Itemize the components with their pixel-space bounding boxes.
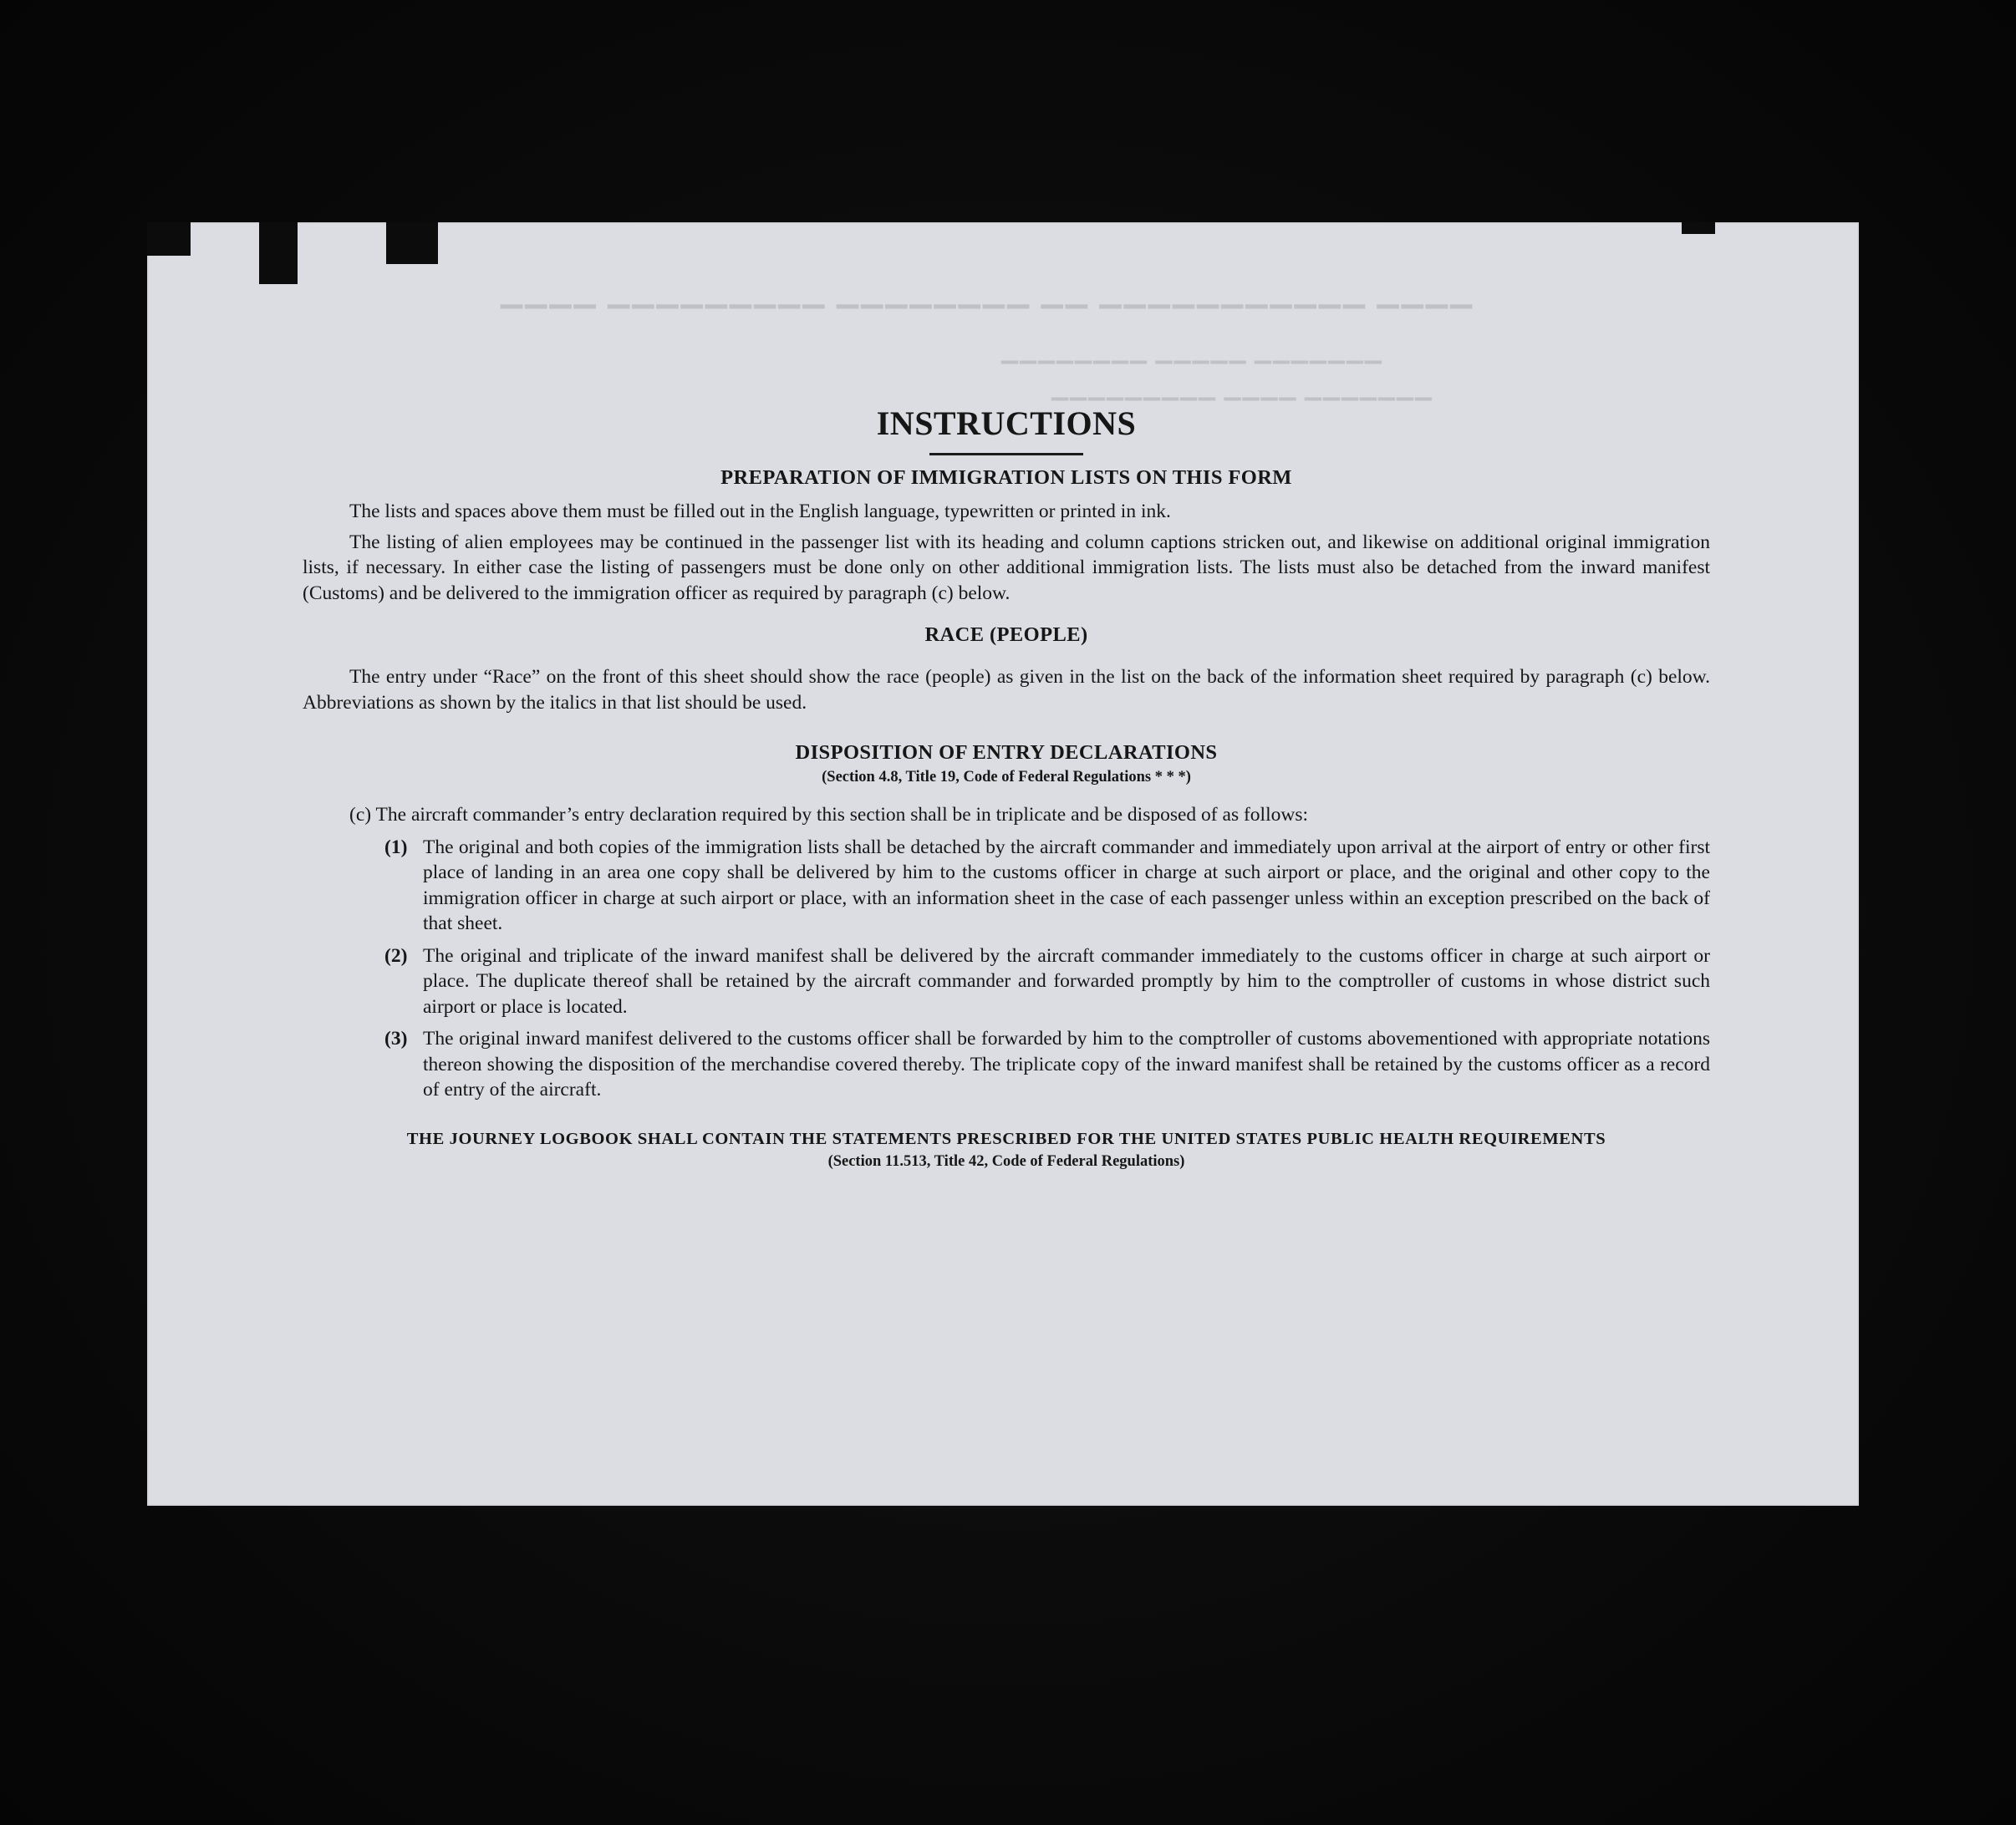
item-text: The original and triplicate of the inward manifest shall be delivered by the aircraft commander immediately to the customs officer in charge at such airport or place. The duplicate thereof shall be retained by the aircraft commander and forwarded promptly by him to the comptroller of customs in whose district such airport or place is located. <box>423 944 1710 1018</box>
race-heading: RACE (PEOPLE) <box>924 623 1088 646</box>
title-underline <box>929 453 1083 455</box>
torn-corner-mark <box>147 222 191 256</box>
page-title: INSTRUCTIONS <box>876 404 1137 442</box>
preparation-paragraph-2: The listing of alien employees may be continued in the passenger list with its heading and column captions stricken out, and likewise on additional original immigration lists, if necessary. In either case the listing of passengers must be done only on other additional immigration lists. The lists must also be detached from the inward manifest (Customs) and be delivered to the immigration officer as required by paragraph (c) below. <box>303 531 1710 604</box>
footer-statement: THE JOURNEY LOGBOOK SHALL CONTAIN THE STATEMENTS PRESCRIBED FOR THE UNITED STATES PUBLIC HEALTH REQUIREMENTS <box>406 1129 1606 1148</box>
instructions-content <box>303 404 1710 1172</box>
reverse-side-bleed-through: ▁▁▁▁ ▁▁▁▁▁▁▁▁▁▁▁ ▁▁ ▁▁▁▁▁▁▁▁ ▁▁▁▁▁▁▁▁▁ ▁▁▁▁ <box>498 277 1473 308</box>
document-sheet <box>147 222 1859 1506</box>
torn-edge-mark <box>1682 222 1715 234</box>
item-number: (2) <box>384 944 408 967</box>
disposition-item-1 <box>384 835 1710 937</box>
disposition-intro: (c) The aircraft commander’s entry declaration required by this section shall be in triplicate and be disposed of as follows: <box>349 804 1308 826</box>
item-number: (3) <box>384 1028 408 1050</box>
disposition-item-3 <box>384 1026 1710 1103</box>
preparation-paragraph-1: The lists and spaces above them must be filled out in the English language, typewritten or printed in ink. <box>349 501 1171 522</box>
disposition-citation: (Section 4.8, Title 19, Code of Federal Regulations * * *) <box>822 769 1191 785</box>
disposition-heading: DISPOSITION OF ENTRY DECLARATIONS <box>795 741 1218 764</box>
reverse-side-bleed-through: ▁▁▁▁▁▁▁ ▁▁▁▁▁ ▁▁▁▁▁▁▁▁ <box>1000 339 1382 363</box>
race-paragraph: The entry under “Race” on the front of this sheet should show the race (people) as given in the list on the back of the information sheet required by paragraph (c) below. Abbreviations as shown by the italics in that list should be used. <box>303 666 1710 714</box>
reverse-side-bleed-through: ▁▁▁▁▁▁▁ ▁▁▁▁ ▁▁▁▁▁▁▁▁▁ <box>1050 376 1432 400</box>
item-number: (1) <box>384 836 408 858</box>
disposition-item-2 <box>384 943 1710 1020</box>
torn-edge-mark <box>386 222 438 264</box>
footer-citation: (Section 11.513, Title 42, Code of Federal Regulations) <box>827 1152 1185 1170</box>
item-text: The original inward manifest delivered to the customs officer shall be forwarded by him to the comptroller of customs abovementioned with appropriate notations thereon showing the disposition of the merchandise covered thereby. The triplicate copy of the inward manifest shall be retained by the customs officer as a record of entry of the aircraft. <box>423 1028 1710 1101</box>
preparation-heading: PREPARATION OF IMMIGRATION LISTS ON THIS FORM <box>720 466 1292 489</box>
torn-edge-mark <box>259 222 298 284</box>
item-text: The original and both copies of the immigration lists shall be detached by the aircraft commander and immediately upon arrival at the airport of entry or other first place of landing in an area one copy shall be delivered by him to the customs officer in charge at such airport or place, and the original and other copy to the immigration officer in charge at such airport or place, with an information sheet in the case of each passenger unless within an exception prescribed on the back of that sheet. <box>423 836 1710 934</box>
